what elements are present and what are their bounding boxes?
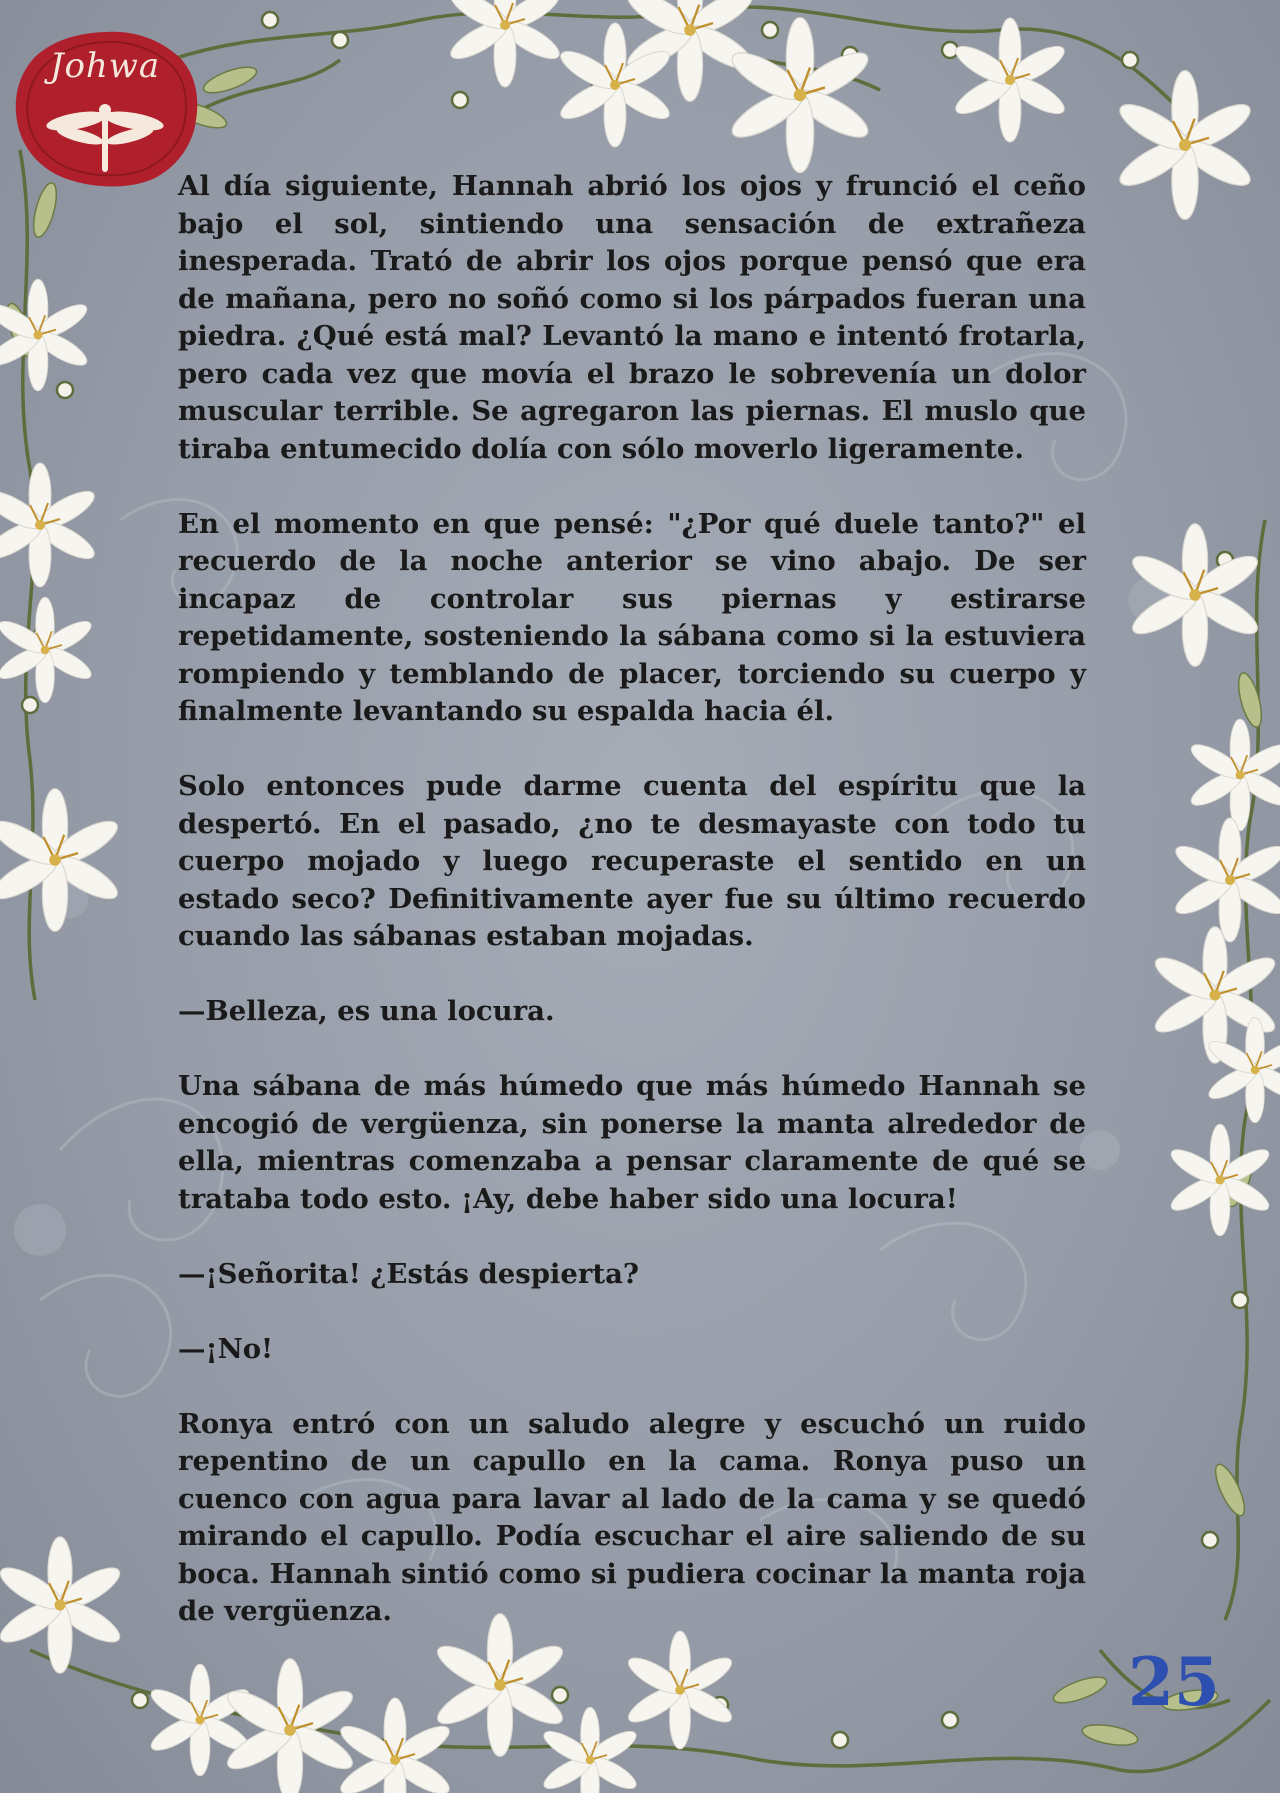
brand-seal [10,28,200,188]
paragraph: En el momento en que pensé: "¿Por qué duele tanto?" el recuerdo de la noche anterior se vino abajo. De ser incapaz de controlar sus piernas y estirarse repetidamente, sosteniendo la sábana como si la estuviera rompiendo y temblando de placer, torciendo su cuerpo y finalmente levantando su espalda hacia él. [178,507,1086,727]
page-number: 25 [1128,1643,1220,1721]
dialogue-line: —¡No! [178,1332,274,1365]
paragraph: Al día siguiente, Hannah abrió los ojos y frunció el ceño bajo el sol, sintiendo una sensación de extrañeza inesperada. Trató de abrir los ojos porque pensó que era de mañana, pero no soñó como si los párpados fueran una piedra. ¿Qué está mal? Levantó la mano e intentó frotarla, pero cada vez que movía el brazo le sobrevenía un dolor muscular terrible. Se agregaron las piernas. El muslo que tiraba entumecido dolía con sólo moverlo ligeramente. [178,170,1086,465]
paragraph: Una sábana de más húmedo que más húmedo Hannah se encogió de vergüenza, sin ponerse la manta alrededor de ella, mientras comenzaba a pensar claramente de qué se trataba todo esto. ¡Ay, debe haber sido una locura! [178,1070,1086,1215]
chapter-text [178,168,1086,1668]
paragraph: Solo entonces pude darme cuenta del espíritu que la despertó. En el pasado, ¿no te desmayaste con todo tu cuerpo mojado y luego recuperaste el sentido en un estado seco? Definitivamente ayer fue su último recuerdo cuando las sábanas estaban mojadas. [178,770,1086,952]
paragraph: Ronya entró con un saludo alegre y escuchó un ruido repentino de un capullo en la cama. Ronya puso un cuenco con agua para lavar al lado de la cama y se quedó mirando el capullo. Podía escuchar el aire saliendo de su boca. Hannah sintió como si pudiera cocinar la manta roja de vergüenza. [178,1407,1086,1627]
dialogue-line: —Belleza, es una locura. [178,995,555,1027]
brand-name: Johwa [49,46,161,86]
dialogue-line: —¡Señorita! ¿Estás despierta? [178,1257,640,1290]
